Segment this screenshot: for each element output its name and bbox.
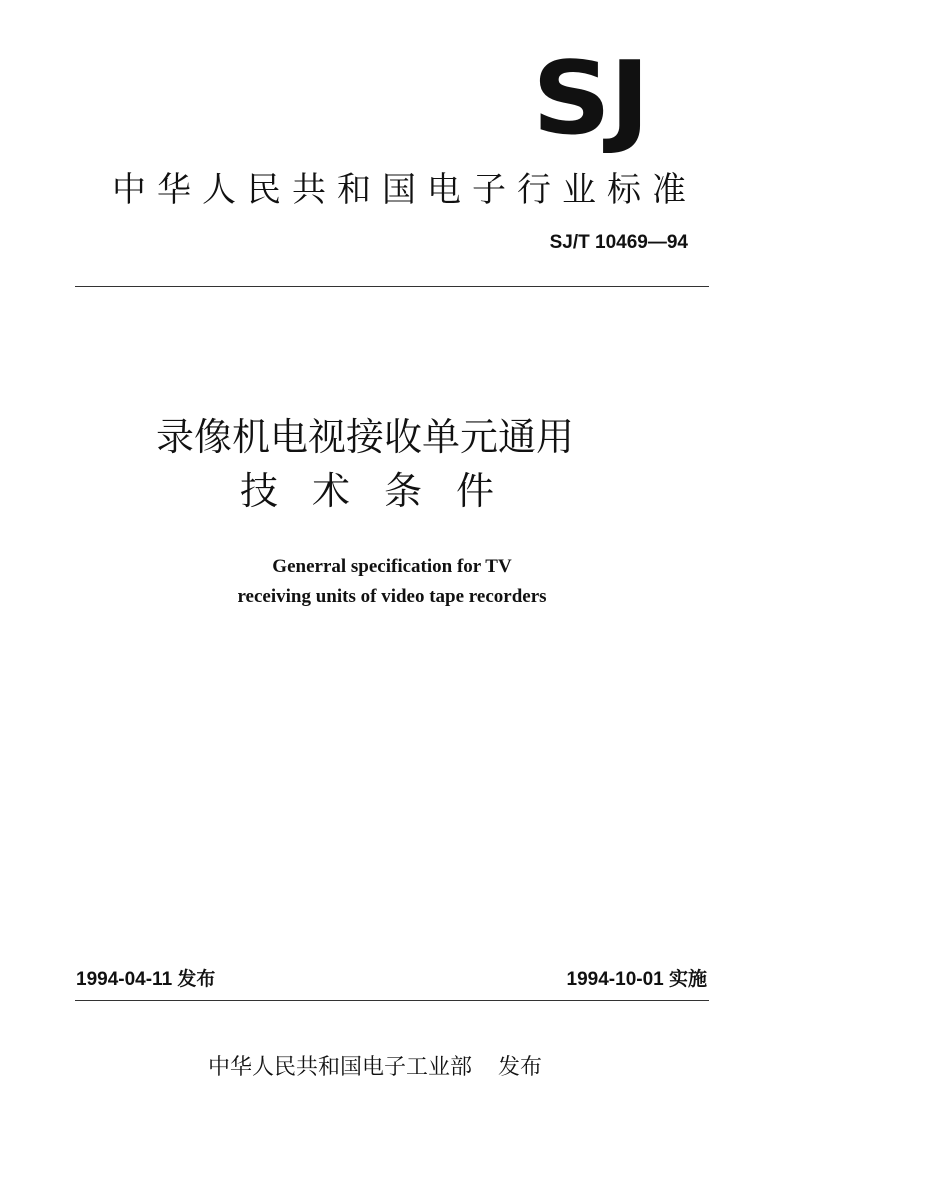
bottom-divider xyxy=(75,1000,709,1001)
sj-logo: SJ xyxy=(532,39,649,157)
title-chinese-line-2: 技术条件 xyxy=(240,469,529,513)
standard-number: SJ/T 10469—94 xyxy=(549,232,688,253)
publisher-line xyxy=(208,1050,542,1081)
title-english-line-2: receiving units of videо tape recorders xyxy=(237,586,547,607)
implementation-date: 1994-10-01 实施 xyxy=(566,969,707,990)
title-english-line-1: Generral specification for TV xyxy=(272,556,512,577)
top-divider xyxy=(75,286,709,287)
title-chinese-line-1: 录像机电视接收单元通用 xyxy=(156,415,575,459)
industry-standard-heading: 中华人民共和国电子行业标准 xyxy=(112,170,697,210)
publisher-action: 发布 xyxy=(498,1055,543,1080)
publisher-name: 中华人民共和国电子工业部 xyxy=(208,1055,473,1080)
issue-date: 1994-04-11 发布 xyxy=(76,969,216,990)
